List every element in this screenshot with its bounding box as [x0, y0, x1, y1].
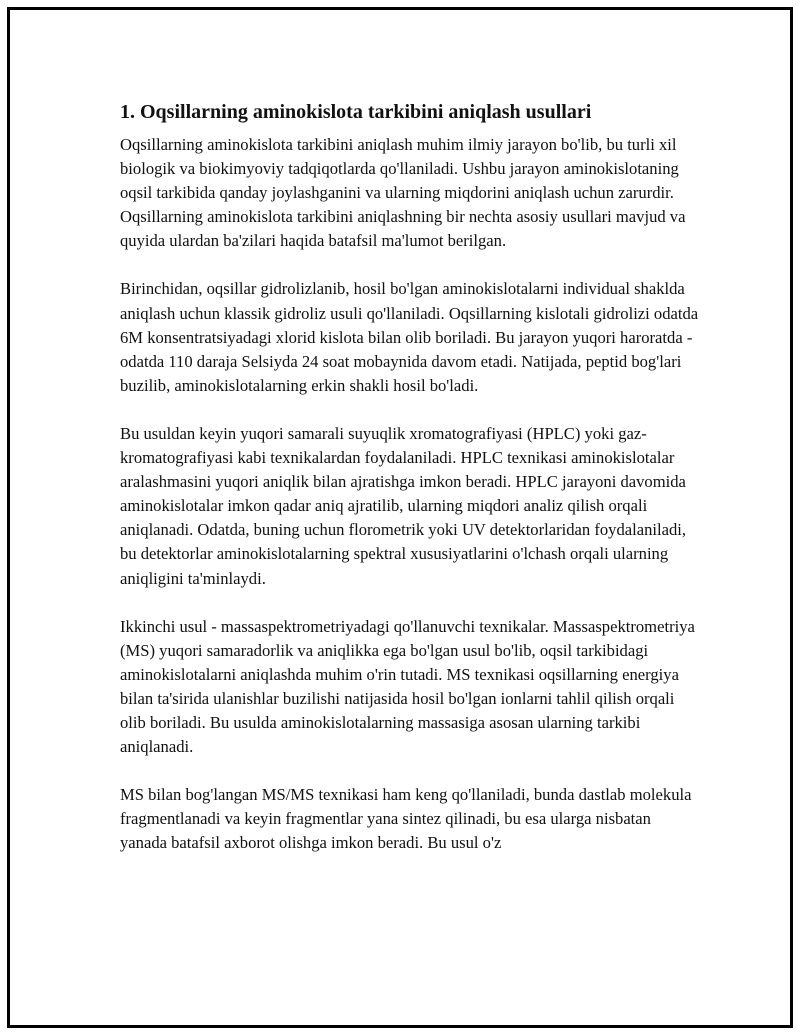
paragraph-hydrolysis: Birinchidan, oqsillar gidrolizlanib, hosil bo'lgan aminokislotalarni individual shaklda aniqlash uchun klassik gidroliz usuli qo'llaniladi. Oqsillarning kislotali gidrolizi odatda 6M konsentratsiyadagi xlorid kislota bilan olib boriladi. Bu jarayon yuqori haroratda - odatda 110 daraja Selsiyda 24 soat mobaynida davom etadi. Natijada, peptid bog'lari buzilib, aminokislotalarning erkin shakli hosil bo'ladi. [120, 279, 699, 395]
paragraph-ms-ms: MS bilan bog'langan MS/MS texnikasi ham keng qo'llaniladi, bunda dastlab molekula fragmentlanadi va keyin fragmentlar yana sintez qilinadi, bu esa ularga nisbatan yanada batafsil axborot olishga imkon beradi. Bu usul o'z [120, 785, 692, 853]
document-body [120, 99, 700, 879]
paragraph-intro: Oqsillarning aminokislota tarkibini aniqlash muhim ilmiy jarayon bo'lib, bu turli xil biologik va biokimyoviy tadqiqotlarda qo'llaniladi. Ushbu jarayon aminokislotaning oqsil tarkibida qanday joylashganini va ularning miqdorini aniqlash uchun zarurdir. Oqsillarning aminokislota tarkibini aniqlashning bir nechta asosiy usullari mavjud va quyida ulardan ba'zilari haqida batafsil ma'lumot berilgan. [120, 135, 686, 251]
paragraph-hplc: Bu usuldan keyin yuqori samarali suyuqlik xromatografiyasi (HPLC) yoki gaz-kromatografiyasi kabi texnikalardan foydalaniladi. HPLC texnikasi aminokislotalar aralashmasini yuqori aniqlik bilan ajratishga imkon beradi. HPLC jarayoni davomida aminokislotalar imkon qadar aniq ajratilib, ularning miqdori analiz qilish orqali aniqlanadi. Odatda, buning uchun florometrik yoki UV detektorlaridan foydalaniladi, bu detektorlar aminokislotalarning spektral xususiyatlarini o'lchash orqali ularning aniqligini ta'minlaydi. [120, 423, 687, 588]
page-frame [7, 7, 793, 1028]
paragraph-mass-spectrometry: Ikkinchi usul - massaspektrometriyadagi qo'llanuvchi texnikalar. Massaspektrometriya (MS) yuqori samaradorlik va aniqlikka ega bo'lgan usul bo'lib, oqsil tarkibidagi aminokislotalarni aniqlashda muhim o'rin tutadi. MS texnikasi oqsillarning energiya bilan ta'sirida ulanishlar buzilishi natijasida hosil bo'lgan ionlarni tahlil qilish orqali olib boriladi. Bu usulda aminokislotalarning massasiga asosan ularning tarkibi aniqlanadi. [120, 616, 695, 757]
section-heading: 1. Oqsillarning aminokislota tarkibini aniqlash usullari [120, 101, 592, 123]
